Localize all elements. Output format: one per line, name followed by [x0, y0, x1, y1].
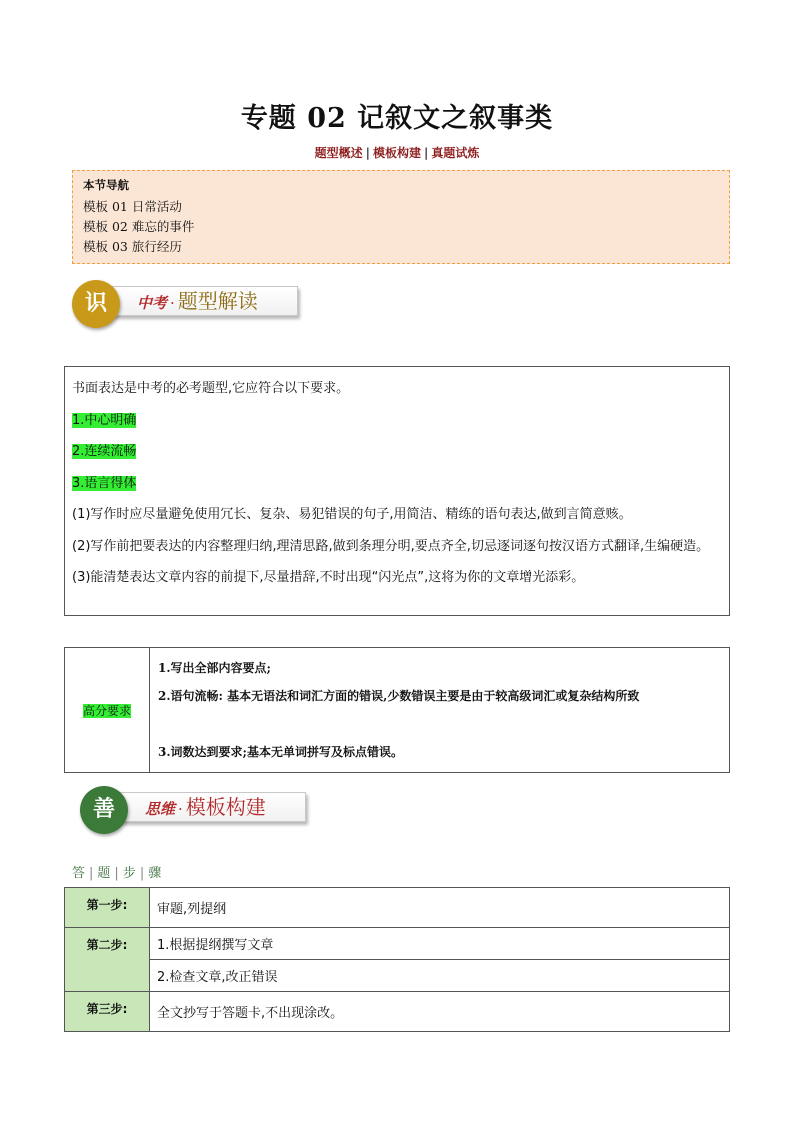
answer-steps-heading	[72, 862, 161, 881]
page-title: 专题 02 记叙文之叙事类	[240, 103, 554, 134]
requirements-box	[64, 366, 730, 616]
blank-line	[158, 710, 721, 738]
banner-circle-icon: 识	[72, 280, 120, 328]
step-label: 第二步:	[65, 928, 150, 992]
step-content: 审题,列提纲	[150, 888, 730, 928]
step-row	[65, 888, 730, 928]
subtitle-separator: |	[424, 146, 429, 160]
banner-tag: 思维	[145, 800, 176, 818]
requirement-point: (3)能清楚表达文章内容的前提下,尽量措辞,不时出现“闪光点”,这将为你的文章增光添彩。	[72, 570, 585, 585]
scoring-criterion: 2.语句流畅: 基本无语法和词汇方面的错误,少数错误主要是由于较高级词汇或复杂结构所致	[158, 689, 640, 703]
requirement-highlight	[72, 468, 722, 500]
step-row	[65, 992, 730, 1032]
heading-separator: |	[89, 866, 94, 881]
subtitle-template: 模板构建	[372, 146, 421, 160]
scoring-criterion: 3.词数达到要求;基本无单词拼写及标点错误。	[158, 745, 403, 759]
answer-steps-table	[64, 887, 730, 1032]
banner-bar	[120, 792, 306, 822]
scoring-row	[65, 648, 730, 773]
step-label: 第一步:	[65, 888, 150, 928]
heading-separator: |	[114, 866, 119, 881]
requirement-highlight	[72, 436, 722, 468]
banner-tag: 中考	[137, 294, 168, 312]
highlight-text: 2.连续流畅	[72, 444, 137, 459]
scoring-table	[64, 647, 730, 773]
banner-dot: ·	[178, 800, 183, 818]
banner-title: 题型解读	[177, 289, 258, 313]
subtitle-practice: 真题试炼	[431, 146, 480, 160]
heading-char: 答	[72, 866, 86, 881]
scoring-label-cell	[65, 648, 150, 773]
requirements-intro: 书面表达是中考的必考题型,它应符合以下要求。	[72, 381, 350, 396]
heading-char: 步	[122, 866, 136, 881]
requirement-highlight	[72, 405, 722, 437]
subtitle-overview: 题型概述	[314, 146, 363, 160]
highlight-text: 3.语言得体	[72, 475, 137, 491]
scoring-criteria-cell	[150, 648, 730, 773]
template-building-banner	[80, 786, 320, 834]
banner-dot: ·	[170, 294, 175, 312]
navigation-item-template-03: 模板 03 旅行经历	[83, 239, 182, 254]
navigation-title: 本节导航	[83, 178, 129, 192]
step-content: 全文抄写于答题卡,不出现涂改。	[150, 992, 730, 1032]
requirement-point: (1)写作时应尽量避免使用冗长、复杂、易犯错误的句子,用简洁、精练的语句表达,做到言简意赅。	[72, 507, 632, 522]
banner-title: 模板构建	[185, 795, 266, 819]
requirement-point: (2)写作前把要表达的内容整理归纳,理清思路,做到条理分明,要点齐全,切忌逐词逐句按汉语方式翻译,生编硬造。	[72, 538, 710, 554]
step-content: 1.根据提纲撰写文章	[150, 928, 730, 960]
step-row	[65, 960, 730, 992]
subtitle-separator: |	[365, 146, 370, 160]
step-row	[65, 928, 730, 960]
section-navigation-box	[72, 170, 730, 264]
banner-circle-icon: 善	[80, 786, 128, 834]
scoring-label: 高分要求	[82, 703, 131, 718]
heading-char: 骤	[148, 866, 162, 881]
heading-separator: |	[139, 866, 145, 881]
step-content: 2.检查文章,改正错误	[150, 960, 730, 992]
scoring-criterion: 1.写出全部内容要点;	[158, 661, 271, 675]
question-type-banner	[72, 280, 312, 328]
banner-bar	[112, 286, 298, 316]
heading-char: 题	[97, 866, 111, 881]
section-subtitle	[0, 144, 794, 161]
step-label: 第三步:	[65, 992, 150, 1032]
navigation-item-template-02: 模板 02 难忘的事件	[83, 219, 195, 234]
highlight-text: 1.中心明确	[72, 412, 137, 428]
navigation-item-template-01: 模板 01 日常活动	[83, 199, 182, 214]
